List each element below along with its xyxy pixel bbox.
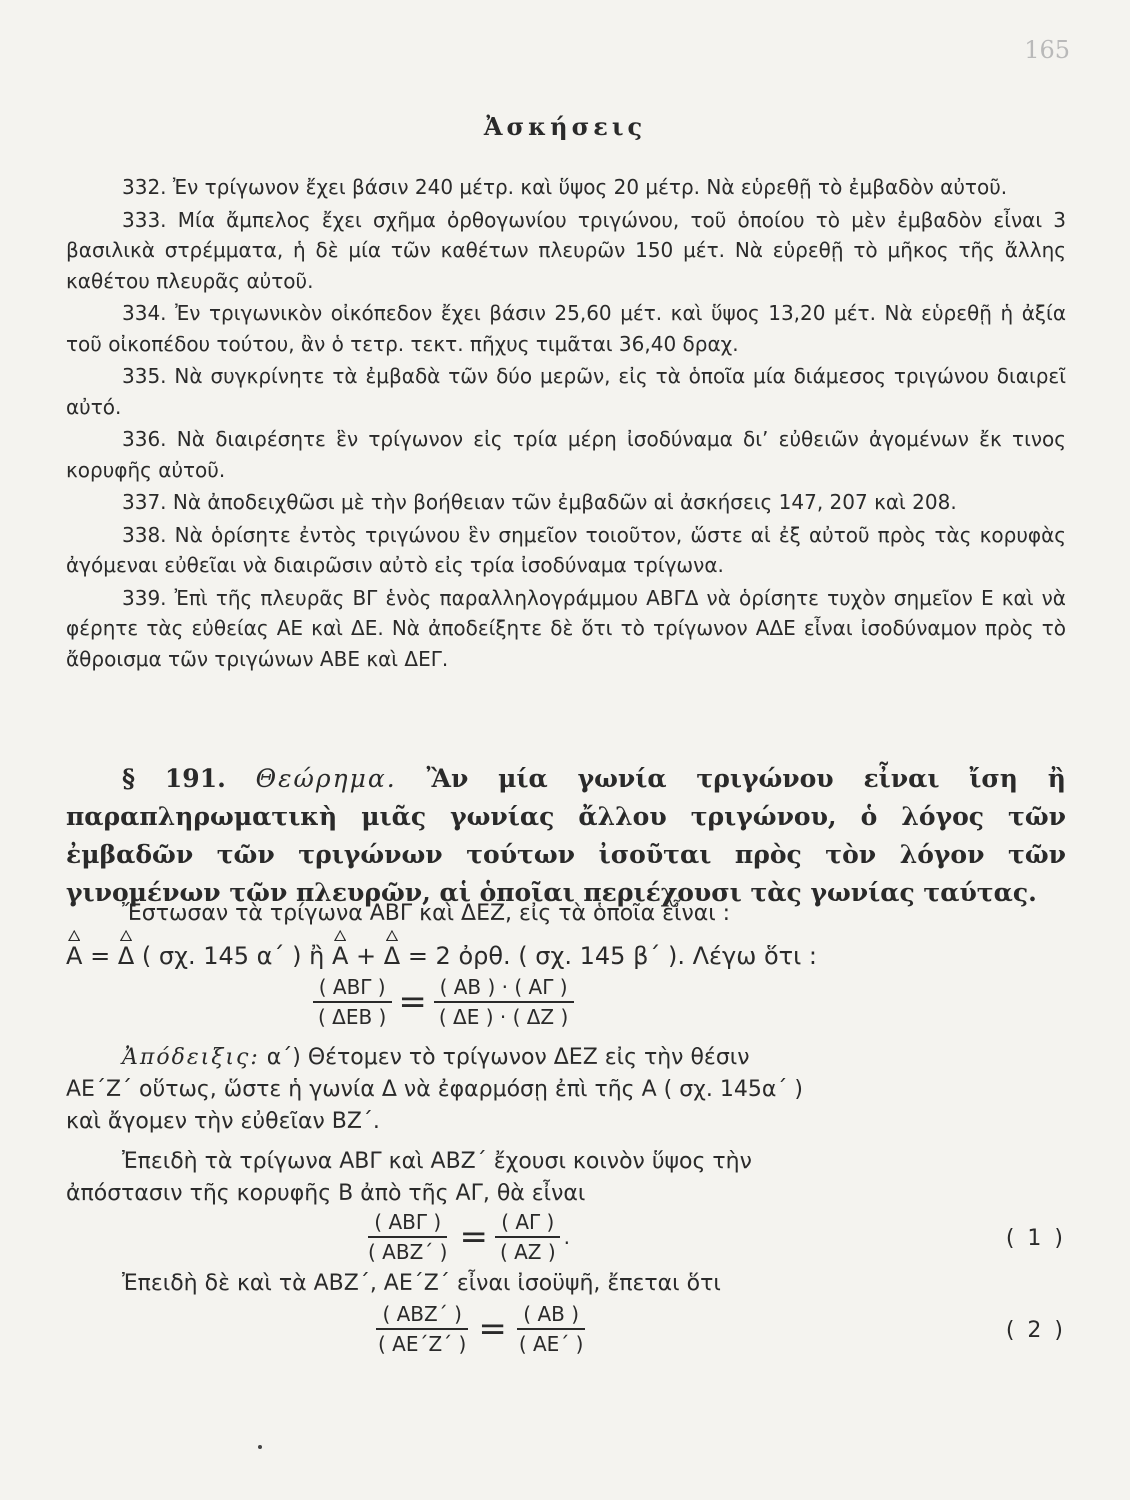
proof-line-3: καὶ ἄγομεν τὴν εὐθεῖαν ΒΖ΄. [66,1109,380,1134]
angle-a: Α [66,942,83,970]
theorem-section: § 191. [122,764,226,793]
equals-sign: = [90,942,111,970]
theorem-191 [66,760,1066,912]
exercise-336: 336. Νὰ διαιρέσητε ἓν τρίγωνον εἰς τρία μέρη ἰσοδύναμα δι’ εὐθειῶν ἀγομένων ἔκ τινος κορυφῆς αὐτοῦ. [66,427,1066,482]
plus-sign: + [356,942,377,970]
angle-condition [66,940,1066,972]
exercise-334: 334. Ἐν τριγωνικὸν οἰκόπεδον ἔχει βάσιν 25,60 μέτ. καὶ ὕψος 13,20 μέτ. Νὰ εὑρεθῇ ἡ ἀξία τοῦ οἰκοπέδου τούτου, ἂν ὁ τετρ. τεκτ. πῆχυς τιμᾶται 36,40 δραχ. [66,301,1066,356]
fraction-left: $\frac{\text{( ΑΒΓ )}}{\text{( ΔΕΒ )}}$ [312,975,392,1029]
proof-line-6: Ἐπειδὴ δὲ καὶ τὰ ΑΒΖ΄, ΑΕ΄Ζ΄ εἶναι ἰσοϋψῆ, ἔπεται ὅτι [122,1271,721,1296]
proof-label: Ἀπόδειξις: [122,1045,260,1070]
fraction-right: $\frac{( A\Gamma )}{( AZ )}$ [494,1210,562,1264]
page-number: 165 [1024,36,1070,64]
fraction-right: $\frac{( AB ) \cdot ( A\Gamma )}{( \Delta E ) \cdot ( \Delta Z )}$ [433,975,574,1029]
body-line-1: Ἔστωσαν τὰ τρίγωνα ΑΒΓ καὶ ΔΕΖ, εἰς τὰ ὁποῖα εἶναι : [122,901,731,926]
ink-dot [258,1445,262,1449]
equals-sign: = [398,982,427,1022]
proof-line-2: ΑΕ΄Ζ΄ οὕτως, ὥστε ἡ γωνία Δ νὰ ἐφαρμόσῃ ἐπὶ τῆς Α ( σχ. 145α΄ ) [66,1077,803,1102]
exercise-339: 339. Ἐπὶ τῆς πλευρᾶς ΒΓ ἑνὸς παραλληλογράμμου ΑΒΓΔ νὰ ὁρίσητε τυχὸν σημεῖον Ε καὶ νὰ φέρητε τὰς εὐθείας ΑΕ καὶ ΔΕ. Νὰ ἀποδείξητε δὲ ὅτι τὸ τρίγωνον ΑΔΕ εἶναι ἰσοδύναμον πρὸς τὸ ἄθροισμα τῶν τριγώνων ΑΒΕ καὶ ΔΕΓ. [66,585,1066,671]
main-ratio-equation [312,975,574,1029]
proof-line-4: Ἐπειδὴ τὰ τρίγωνα ΑΒΓ καὶ ΑΒΖ΄ ἔχουσι κοινὸν ὕψος τὴν [122,1149,752,1174]
fraction-left: $\frac{\text{( ΑΒΖ΄ )}}{( AE΄Z΄ )}$ [378,1302,467,1356]
angle-d-2: Δ [383,942,401,970]
angle-d: Δ [117,942,135,970]
equals-sign: = [478,1309,507,1349]
equation-2 [372,1302,589,1356]
equation-2-tag: ( 2 ) [1005,1318,1066,1343]
exercise-338: 338. Νὰ ὁρίσητε ἐντὸς τριγώνου ἓν σημεῖον τοιοῦτον, ὥστε αἱ ἐξ αὐτοῦ πρὸς τὰς κορυφὰς ἀγόμεναι εὐθεῖαι νὰ διαιρῶσιν αὐτὸ εἰς τρία ἰσοδύναμα τρίγωνα. [66,522,1067,577]
exercise-337: 337. Νὰ ἀποδειχθῶσι μὲ τὴν βοήθειαν τῶν ἐμβαδῶν αἱ ἀσκήσεις 147, 207 καὶ 208. [122,490,957,514]
exercise-333: 333. Μία ἄμπελος ἔχει σχῆμα ὀρθογωνίου τριγώνου, τοῦ ὁποίου τὸ μὲν ἐμβαδὸν εἶναι 3 βασιλικὰ στρέμματα, ἡ δὲ μία τῶν καθέτων πλευρῶν 150 μέτ. Νὰ εὑρεθῇ τὸ μῆκος τῆς ἄλλης καθέτου πλευρᾶς αὐτοῦ. [66,207,1066,293]
fraction-right: $\frac{( AB )}{( AE΄ )}$ [518,1302,584,1356]
theorem-label: Θεώρημα. [255,764,397,793]
condition-1: ( σχ. 145 α΄ ) ἢ [141,942,325,970]
exercise-list [66,172,1066,674]
exercise-335: 335. Νὰ συγκρίνητε τὰ ἐμβαδὰ τῶν δύο μερῶν, εἰς τὰ ὁποῖα μία διάμεσος τριγώνου διαιρεῖ αὐτό. [66,364,1066,419]
section-heading: Ἀσκήσεις [483,112,647,141]
fraction-left: $\frac{\text{( ΑΒΓ )}}{\text{( ΑΒΖ΄ )}}$ [368,1210,448,1264]
proof-line-5: ἀπόστασιν τῆς κορυφῆς Β ἀπὸ τῆς ΑΓ, θὰ εἶναι [66,1181,586,1206]
proof-line-1: Ἀπόδειξις: α΄) Θέτομεν τὸ τρίγωνον ΔΕΖ εἰς τὴν θέσιν [122,1045,750,1070]
equals-sign: = [459,1217,488,1257]
exercise-332: 332. Ἐν τρίγωνον ἔχει βάσιν 240 μέτρ. καὶ ὕψος 20 μέτρ. Νὰ εὑρεθῇ τὸ ἐμβαδὸν αὐτοῦ. [122,175,1008,199]
theorem-text: Ἂν μία γωνία τριγώνου εἶναι ἴση ἢ παραπληρωματικὴ μιᾶς γωνίας ἄλλου τριγώνου, ὁ λόγος τῶν ἐμβαδῶν τῶν τριγώνων τούτων ἰσοῦται πρὸς τὸν λόγον τῶν γινομένων τῶν πλευρῶν, αἱ ὁποῖαι περιέχουσι τὰς γωνίας ταύτας. [66,764,1066,907]
equation-1: $\frac{\text{( ΑΒΓ )}}{\text{( ΑΒΖ΄ )}}$ = $\frac{( A\Gamma )}{( AZ )}$ . [362,1210,570,1264]
condition-2: = 2 ὀρθ. ( σχ. 145 β΄ ). Λέγω ὅτι : [407,942,817,970]
angle-a-2: Α [331,942,349,970]
equation-1-tag: ( 1 ) [1005,1226,1066,1251]
